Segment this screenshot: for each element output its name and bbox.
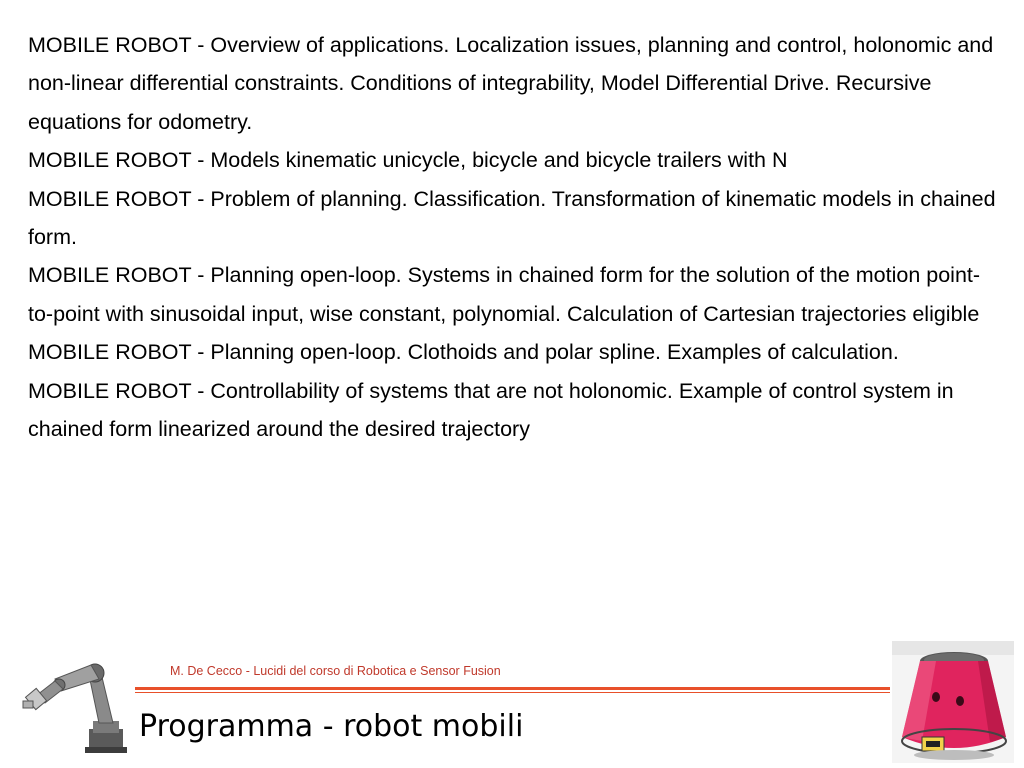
topic-paragraph-2: MOBILE ROBOT - Models kinematic unicycle, bicycle and bicycle trailers with N bbox=[28, 148, 788, 173]
mobile-robot-image bbox=[892, 641, 1014, 763]
footer-credit bbox=[170, 664, 501, 678]
slide-body bbox=[28, 26, 1003, 448]
topic-paragraph-6: MOBILE ROBOT - Controllability of systems that are not holonomic. Example of control system in chained form linearized around the desired trajectory bbox=[28, 378, 954, 442]
footer-rule-thick bbox=[135, 687, 890, 690]
topic-paragraph-4: MOBILE ROBOT - Planning open-loop. Systems in chained form for the solution of the motion point-to-point with sinusoidal input, wise constant, polynomial. Calculation of Cartesian trajectories eligible bbox=[28, 263, 981, 326]
topic-paragraph-3: MOBILE ROBOT - Problem of planning. Classification. Transformation of kinematic models in chained form. bbox=[28, 186, 996, 250]
footer-credit-text: M. De Cecco - Lucidi del corso di Robotica e Sensor Fusion bbox=[170, 664, 501, 678]
robot-arm-image bbox=[15, 651, 133, 756]
topic-paragraph-1: MOBILE ROBOT - Overview of applications. Localization issues, planning and control, holonomic and non-linear differential constraints. Conditions of integrability, Model Differential Drive. Recursive equations for odometry. bbox=[28, 33, 994, 134]
robot-arm-icon bbox=[15, 651, 133, 756]
footer-rule-thin bbox=[135, 692, 890, 693]
mobile-robot-icon bbox=[892, 641, 1014, 763]
topic-paragraph-5: MOBILE ROBOT - Planning open-loop. Clothoids and polar spline. Examples of calculation. bbox=[28, 340, 899, 365]
slide-title: Programma - robot mobili bbox=[139, 709, 524, 744]
